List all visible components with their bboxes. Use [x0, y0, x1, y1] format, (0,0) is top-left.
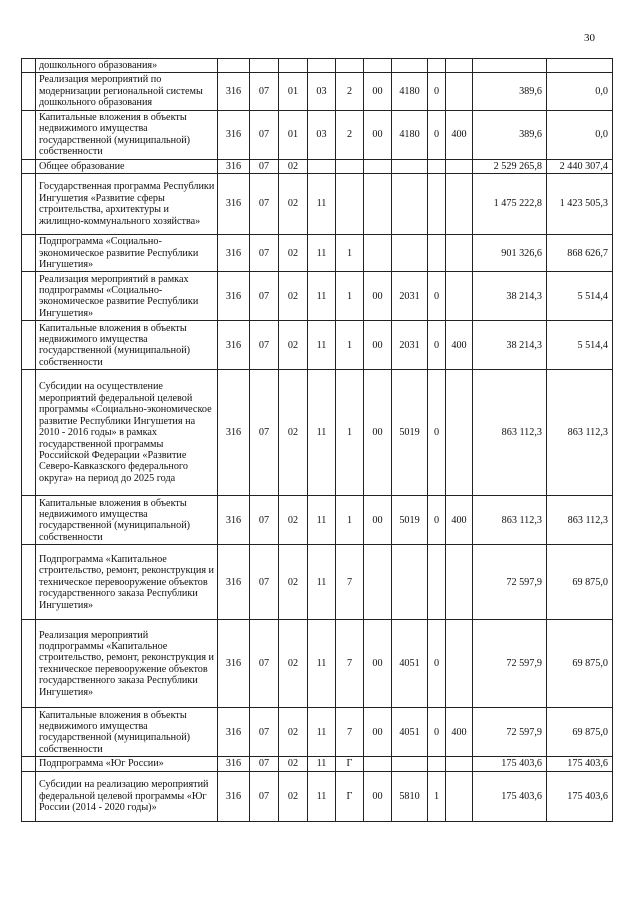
code-cell-c9 — [446, 545, 473, 620]
code-cell-c2: 07 — [250, 235, 279, 272]
code-cell-c2: 07 — [250, 73, 279, 110]
code-cell-c7: 5019 — [392, 370, 428, 496]
code-cell-c5 — [336, 174, 364, 235]
code-cell-c1 — [218, 59, 250, 73]
code-cell-c6: 00 — [364, 708, 392, 757]
code-cell-c6 — [364, 757, 392, 771]
code-cell-c8 — [428, 59, 446, 73]
amount-cell-v1: 863 112,3 — [473, 496, 547, 545]
code-cell-c8: 0 — [428, 370, 446, 496]
row-index-cell — [22, 159, 36, 173]
code-cell-c3: 01 — [279, 110, 308, 159]
code-cell-c7 — [392, 757, 428, 771]
amount-cell-v2: 5 514,4 — [547, 272, 613, 321]
table-row — [22, 174, 613, 235]
code-cell-c4: 11 — [308, 496, 336, 545]
code-cell-c9 — [446, 174, 473, 235]
row-index-cell — [22, 73, 36, 110]
table-row — [22, 272, 613, 321]
table-row — [22, 59, 613, 73]
code-cell-c3: 02 — [279, 708, 308, 757]
page-number: 30 — [584, 32, 595, 44]
code-cell-c3: 02 — [279, 321, 308, 370]
code-cell-c5: 2 — [336, 110, 364, 159]
code-cell-c5: 7 — [336, 545, 364, 620]
code-cell-c8 — [428, 235, 446, 272]
code-cell-c6 — [364, 545, 392, 620]
code-cell-c4: 11 — [308, 370, 336, 496]
code-cell-c9 — [446, 620, 473, 708]
code-cell-c9 — [446, 59, 473, 73]
code-cell-c2: 07 — [250, 496, 279, 545]
code-cell-c7: 4180 — [392, 110, 428, 159]
amount-cell-v1: 175 403,6 — [473, 771, 547, 821]
code-cell-c7 — [392, 59, 428, 73]
amount-cell-v2: 69 875,0 — [547, 545, 613, 620]
table-row — [22, 73, 613, 110]
table-row — [22, 321, 613, 370]
code-cell-c1: 316 — [218, 159, 250, 173]
code-cell-c5 — [336, 159, 364, 173]
code-cell-c9: 400 — [446, 496, 473, 545]
code-cell-c5: Г — [336, 771, 364, 821]
code-cell-c4: 03 — [308, 110, 336, 159]
table-row — [22, 159, 613, 173]
code-cell-c7: 4180 — [392, 73, 428, 110]
row-name-cell: Субсидии на осуществление мероприятий федеральной целевой программы «Социально-экономическое развитие Республики Ингушетия на 2010 - 2016 годы» в рамках государственной программы Российской Федерации «Развитие Северо-Кавказского федерального округа» на период до 2025 года — [36, 370, 218, 496]
amount-cell-v2: 2 440 307,4 — [547, 159, 613, 173]
code-cell-c3: 02 — [279, 235, 308, 272]
row-index-cell — [22, 235, 36, 272]
row-name-cell: Подпрограмма «Юг России» — [36, 757, 218, 771]
code-cell-c2: 07 — [250, 757, 279, 771]
row-index-cell — [22, 545, 36, 620]
table-row — [22, 757, 613, 771]
row-name-cell: Общее образование — [36, 159, 218, 173]
code-cell-c3: 02 — [279, 771, 308, 821]
amount-cell-v1: 175 403,6 — [473, 757, 547, 771]
code-cell-c8 — [428, 545, 446, 620]
code-cell-c6: 00 — [364, 73, 392, 110]
row-name-cell: Капитальные вложения в объекты недвижимого имущества государственной (муниципальной) собственности — [36, 110, 218, 159]
row-name-cell: Государственная программа Республики Ингушетия «Развитие сферы строительства, архитектуры и жилищно-коммунального хозяйства» — [36, 174, 218, 235]
code-cell-c2: 07 — [250, 159, 279, 173]
code-cell-c4: 11 — [308, 757, 336, 771]
code-cell-c5: 2 — [336, 73, 364, 110]
code-cell-c8: 0 — [428, 321, 446, 370]
code-cell-c2: 07 — [250, 545, 279, 620]
code-cell-c6 — [364, 159, 392, 173]
table-row — [22, 370, 613, 496]
amount-cell-v1: 72 597,9 — [473, 545, 547, 620]
code-cell-c9 — [446, 757, 473, 771]
row-name-cell: Субсидии на реализацию мероприятий федеральной целевой программы «Юг России (2014 - 2020 годы)» — [36, 771, 218, 821]
table-row — [22, 708, 613, 757]
code-cell-c9: 400 — [446, 321, 473, 370]
row-name-cell: Подпрограмма «Капитальное строительство, ремонт, реконструкция и техническое перевооружение объектов государственного заказа Республики Ингушетия» — [36, 545, 218, 620]
code-cell-c6: 00 — [364, 620, 392, 708]
code-cell-c6: 00 — [364, 496, 392, 545]
amount-cell-v2 — [547, 59, 613, 73]
row-index-cell — [22, 496, 36, 545]
code-cell-c9: 400 — [446, 708, 473, 757]
code-cell-c4: 11 — [308, 272, 336, 321]
amount-cell-v2: 1 423 505,3 — [547, 174, 613, 235]
code-cell-c6: 00 — [364, 370, 392, 496]
code-cell-c2: 07 — [250, 771, 279, 821]
amount-cell-v1 — [473, 59, 547, 73]
code-cell-c8 — [428, 159, 446, 173]
row-name-cell: Подпрограмма «Социально-экономическое развитие Республики Ингушетия» — [36, 235, 218, 272]
code-cell-c9 — [446, 73, 473, 110]
code-cell-c6: 00 — [364, 110, 392, 159]
amount-cell-v2: 175 403,6 — [547, 771, 613, 821]
code-cell-c1: 316 — [218, 174, 250, 235]
code-cell-c3: 02 — [279, 496, 308, 545]
code-cell-c7: 2031 — [392, 321, 428, 370]
code-cell-c5: 1 — [336, 370, 364, 496]
code-cell-c2: 07 — [250, 708, 279, 757]
code-cell-c3: 02 — [279, 545, 308, 620]
amount-cell-v1: 2 529 265,8 — [473, 159, 547, 173]
code-cell-c2: 07 — [250, 110, 279, 159]
code-cell-c7 — [392, 235, 428, 272]
row-name-cell: дошкольного образования» — [36, 59, 218, 73]
row-index-cell — [22, 174, 36, 235]
code-cell-c6 — [364, 174, 392, 235]
code-cell-c1: 316 — [218, 370, 250, 496]
code-cell-c7: 5019 — [392, 496, 428, 545]
code-cell-c4: 11 — [308, 321, 336, 370]
amount-cell-v2: 863 112,3 — [547, 370, 613, 496]
code-cell-c3: 01 — [279, 73, 308, 110]
code-cell-c5: 7 — [336, 620, 364, 708]
amount-cell-v2: 175 403,6 — [547, 757, 613, 771]
code-cell-c6: 00 — [364, 272, 392, 321]
code-cell-c3: 02 — [279, 174, 308, 235]
row-index-cell — [22, 110, 36, 159]
code-cell-c4 — [308, 159, 336, 173]
code-cell-c2: 07 — [250, 321, 279, 370]
code-cell-c6 — [364, 235, 392, 272]
amount-cell-v2: 69 875,0 — [547, 620, 613, 708]
code-cell-c5: 1 — [336, 272, 364, 321]
code-cell-c7 — [392, 159, 428, 173]
code-cell-c4: 11 — [308, 708, 336, 757]
amount-cell-v1: 901 326,6 — [473, 235, 547, 272]
code-cell-c2 — [250, 59, 279, 73]
row-index-cell — [22, 620, 36, 708]
code-cell-c8: 0 — [428, 620, 446, 708]
code-cell-c1: 316 — [218, 620, 250, 708]
code-cell-c7: 2031 — [392, 272, 428, 321]
code-cell-c4: 03 — [308, 73, 336, 110]
code-cell-c3: 02 — [279, 370, 308, 496]
code-cell-c3 — [279, 59, 308, 73]
code-cell-c7 — [392, 174, 428, 235]
code-cell-c2: 07 — [250, 370, 279, 496]
code-cell-c1: 316 — [218, 757, 250, 771]
row-index-cell — [22, 708, 36, 757]
code-cell-c8: 1 — [428, 771, 446, 821]
code-cell-c6: 00 — [364, 321, 392, 370]
amount-cell-v1: 38 214,3 — [473, 321, 547, 370]
code-cell-c5: 7 — [336, 708, 364, 757]
row-name-cell: Реализация мероприятий в рамках подпрограммы «Социально-экономическое развитие Республики Ингушетия» — [36, 272, 218, 321]
row-index-cell — [22, 321, 36, 370]
table-row — [22, 620, 613, 708]
amount-cell-v1: 38 214,3 — [473, 272, 547, 321]
code-cell-c5: 1 — [336, 496, 364, 545]
amount-cell-v2: 69 875,0 — [547, 708, 613, 757]
amount-cell-v2: 5 514,4 — [547, 321, 613, 370]
row-name-cell: Капитальные вложения в объекты недвижимого имущества государственной (муниципальной) собственности — [36, 708, 218, 757]
code-cell-c1: 316 — [218, 272, 250, 321]
code-cell-c8: 0 — [428, 272, 446, 321]
code-cell-c1: 316 — [218, 110, 250, 159]
table-row — [22, 771, 613, 821]
code-cell-c7 — [392, 545, 428, 620]
code-cell-c5 — [336, 59, 364, 73]
code-cell-c1: 316 — [218, 545, 250, 620]
code-cell-c7: 4051 — [392, 620, 428, 708]
code-cell-c6: 00 — [364, 771, 392, 821]
code-cell-c9 — [446, 771, 473, 821]
code-cell-c8: 0 — [428, 496, 446, 545]
code-cell-c6 — [364, 59, 392, 73]
code-cell-c1: 316 — [218, 73, 250, 110]
table-row — [22, 110, 613, 159]
code-cell-c9 — [446, 370, 473, 496]
code-cell-c4: 11 — [308, 620, 336, 708]
code-cell-c1: 316 — [218, 321, 250, 370]
row-name-cell: Реализация мероприятий подпрограммы «Капитальное строительство, ремонт, реконструкция и техническое перевооружение объектов государственного заказа Республики Ингушетия» — [36, 620, 218, 708]
code-cell-c2: 07 — [250, 272, 279, 321]
code-cell-c9 — [446, 272, 473, 321]
code-cell-c7: 5810 — [392, 771, 428, 821]
table-row — [22, 235, 613, 272]
code-cell-c4: 11 — [308, 545, 336, 620]
code-cell-c1: 316 — [218, 235, 250, 272]
code-cell-c4: 11 — [308, 771, 336, 821]
code-cell-c3: 02 — [279, 757, 308, 771]
row-index-cell — [22, 59, 36, 73]
amount-cell-v2: 0,0 — [547, 73, 613, 110]
code-cell-c8: 0 — [428, 708, 446, 757]
code-cell-c9 — [446, 235, 473, 272]
code-cell-c9 — [446, 159, 473, 173]
amount-cell-v1: 389,6 — [473, 73, 547, 110]
code-cell-c1: 316 — [218, 771, 250, 821]
amount-cell-v2: 863 112,3 — [547, 496, 613, 545]
code-cell-c7: 4051 — [392, 708, 428, 757]
code-cell-c8 — [428, 757, 446, 771]
row-index-cell — [22, 272, 36, 321]
budget-table — [21, 58, 613, 822]
amount-cell-v1: 389,6 — [473, 110, 547, 159]
table-row — [22, 496, 613, 545]
amount-cell-v1: 863 112,3 — [473, 370, 547, 496]
code-cell-c3: 02 — [279, 159, 308, 173]
amount-cell-v1: 1 475 222,8 — [473, 174, 547, 235]
amount-cell-v1: 72 597,9 — [473, 620, 547, 708]
code-cell-c3: 02 — [279, 272, 308, 321]
code-cell-c5: Г — [336, 757, 364, 771]
row-name-cell: Капитальные вложения в объекты недвижимого имущества государственной (муниципальной) собственности — [36, 496, 218, 545]
code-cell-c5: 1 — [336, 235, 364, 272]
row-index-cell — [22, 370, 36, 496]
code-cell-c8 — [428, 174, 446, 235]
code-cell-c5: 1 — [336, 321, 364, 370]
code-cell-c8: 0 — [428, 110, 446, 159]
code-cell-c8: 0 — [428, 73, 446, 110]
table-row — [22, 545, 613, 620]
amount-cell-v2: 868 626,7 — [547, 235, 613, 272]
code-cell-c2: 07 — [250, 174, 279, 235]
code-cell-c4 — [308, 59, 336, 73]
row-index-cell — [22, 771, 36, 821]
row-name-cell: Реализация мероприятий по модернизации региональной системы дошкольного образования — [36, 73, 218, 110]
code-cell-c1: 316 — [218, 496, 250, 545]
code-cell-c3: 02 — [279, 620, 308, 708]
row-index-cell — [22, 757, 36, 771]
code-cell-c1: 316 — [218, 708, 250, 757]
code-cell-c4: 11 — [308, 235, 336, 272]
amount-cell-v2: 0,0 — [547, 110, 613, 159]
code-cell-c2: 07 — [250, 620, 279, 708]
code-cell-c9: 400 — [446, 110, 473, 159]
row-name-cell: Капитальные вложения в объекты недвижимого имущества государственной (муниципальной) собственности — [36, 321, 218, 370]
amount-cell-v1: 72 597,9 — [473, 708, 547, 757]
code-cell-c4: 11 — [308, 174, 336, 235]
